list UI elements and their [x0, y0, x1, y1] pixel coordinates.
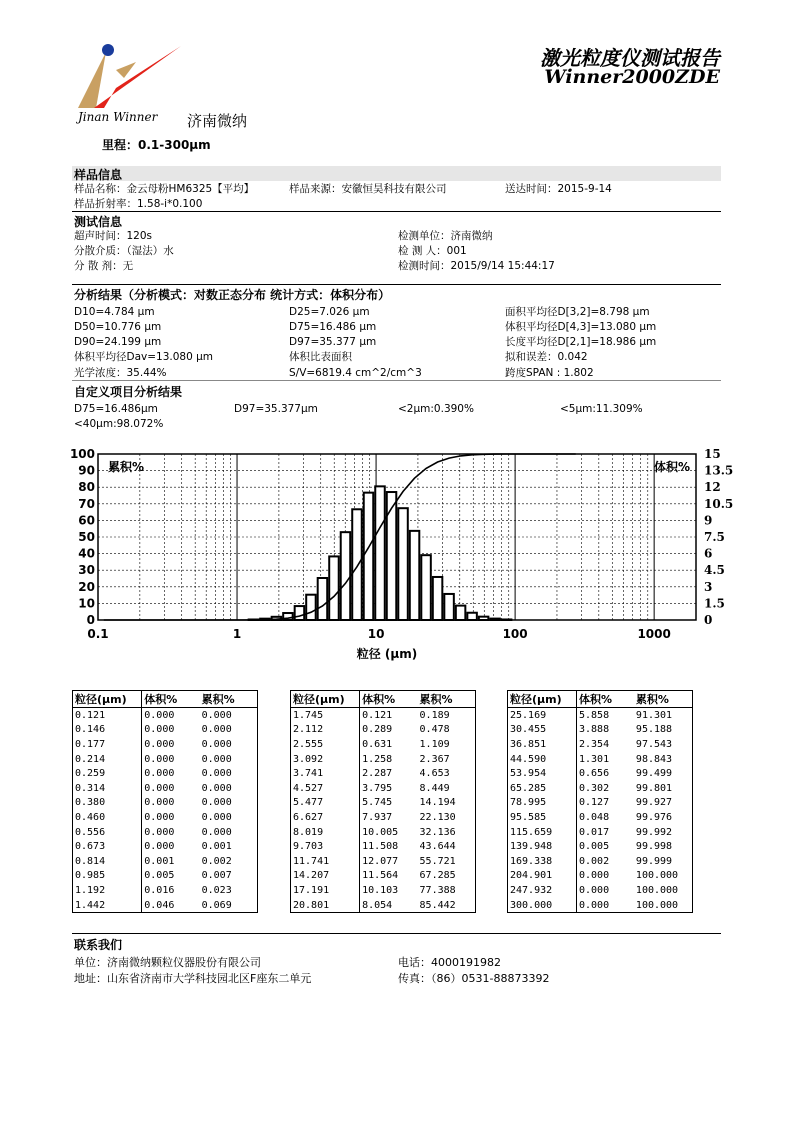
- table-cell: 53.954: [508, 766, 577, 781]
- table-cell: 5.745: [362, 797, 393, 809]
- sample-source: 样品来源：安徽恒昊科技有限公司: [289, 183, 447, 195]
- volume-bar: [352, 509, 362, 620]
- sent-time: 送达时间：2015-9-14: [505, 183, 612, 195]
- dispersion-medium: 分散介质：（湿法）水: [74, 245, 174, 257]
- left-tick-label: 80: [78, 480, 95, 495]
- divider: [72, 211, 721, 212]
- table-cell: 1.109: [419, 738, 450, 750]
- table-cell: 0.985: [73, 869, 142, 884]
- table-row: [508, 781, 693, 796]
- table-cell: 8.054: [362, 899, 393, 911]
- table-row: [73, 810, 258, 825]
- right-tick-label: 0: [704, 613, 713, 627]
- table-row: [73, 854, 258, 869]
- table-cell: 0.556: [73, 825, 142, 840]
- table-cell: 0.121: [362, 709, 393, 721]
- divider: [72, 933, 721, 934]
- table-row: [508, 810, 693, 825]
- table-cell: 0.007: [201, 870, 232, 882]
- table-cell: 0.380: [73, 796, 142, 811]
- table-cell: 1.192: [73, 883, 142, 898]
- left-tick-label: 40: [78, 546, 95, 561]
- table-row: [508, 796, 693, 811]
- table-row: [291, 898, 476, 913]
- contact-address: 地址：山东省济南市大学科技园北区F座东二单元: [74, 972, 312, 985]
- length-mean-diameter: 长度平均径D[2,1]=18.986 μm: [505, 336, 657, 348]
- table-row: [291, 854, 476, 869]
- table-cell: 11.564: [362, 870, 399, 882]
- fit-error: 拟和误差：0.042: [505, 351, 588, 363]
- table-cell: 0.000: [144, 724, 175, 736]
- company-short-name: 济南微纳: [187, 112, 248, 130]
- table-header: 体积%: [142, 691, 200, 708]
- right-tick-label: 12: [704, 480, 721, 495]
- table-cell: 0.656: [578, 768, 610, 780]
- right-tick-label: 6: [704, 546, 713, 561]
- volume-bar: [329, 556, 339, 620]
- table-cell: 100.000: [635, 899, 679, 911]
- table-row: [291, 869, 476, 884]
- table-cell: 1.258: [362, 753, 393, 765]
- table-cell: 100.000: [635, 870, 679, 882]
- d97-value: D97=35.377 μm: [289, 336, 377, 348]
- table-cell: 115.659: [508, 825, 577, 840]
- table-cell: 2.367: [419, 753, 450, 765]
- table-cell: 99.976: [635, 811, 673, 823]
- table-cell: 1.442: [73, 898, 142, 913]
- right-tick-label: 15: [704, 447, 721, 461]
- table-row: [508, 898, 693, 913]
- table-cell: 0.000: [201, 738, 232, 750]
- table-cell: 0.000: [201, 724, 232, 736]
- table-cell: 0.302: [578, 782, 610, 794]
- table-row: [73, 752, 258, 767]
- table-cell: 0.000: [201, 826, 232, 838]
- test-person: 检 测 人：001: [398, 245, 467, 257]
- table-cell: 0.000: [201, 768, 232, 780]
- table-row: [291, 781, 476, 796]
- table-cell: 0.000: [578, 884, 610, 896]
- table-cell: 0.000: [144, 826, 175, 838]
- table-cell: 0.046: [144, 899, 175, 911]
- x-tick-label: 10: [367, 627, 385, 641]
- specific-surface-label: 体积比表面积: [289, 351, 352, 363]
- table-cell: 97.543: [635, 738, 673, 750]
- table-cell: 0.460: [73, 810, 142, 825]
- x-tick-label: 1: [232, 627, 242, 641]
- table-row: [73, 839, 258, 854]
- table-cell: 77.388: [419, 884, 456, 896]
- sample-info-heading: 样品信息: [74, 168, 123, 182]
- volume-bar: [295, 606, 305, 620]
- table-cell: 22.130: [419, 811, 456, 823]
- table-cell: 6.627: [291, 810, 360, 825]
- table-cell: 0.259: [73, 766, 142, 781]
- table-cell: 99.992: [635, 826, 673, 838]
- table-row: [291, 723, 476, 738]
- table-row: [508, 854, 693, 869]
- right-tick-label: 9: [704, 513, 713, 528]
- table-cell: 44.590: [508, 752, 577, 767]
- sample-name: 样品名称：金云母粉HM6325【平均】: [74, 183, 255, 195]
- table-header: 累积%: [418, 691, 476, 708]
- measurement-range: 里程：0.1-300μm: [102, 138, 211, 152]
- table-cell: 0.146: [73, 723, 142, 738]
- table-row: [291, 883, 476, 898]
- distribution-table: [72, 690, 258, 913]
- table-header: 粒径(μm): [508, 691, 577, 708]
- left-tick-label: 100: [70, 447, 95, 461]
- table-row: [291, 752, 476, 767]
- table-cell: 85.442: [419, 899, 456, 911]
- volume-bar: [410, 531, 420, 620]
- volume-bar: [467, 613, 477, 620]
- analysis-underline: [72, 380, 721, 381]
- table-cell: 0.000: [201, 709, 232, 721]
- volume-bar: [364, 493, 374, 620]
- table-row: [508, 825, 693, 840]
- table-cell: 99.499: [635, 768, 673, 780]
- table-cell: 1.301: [578, 753, 610, 765]
- table-cell: 7.937: [362, 811, 393, 823]
- right-tick-label: 10.5: [704, 496, 734, 511]
- table-cell: 0.631: [362, 738, 393, 750]
- table-cell: 55.721: [419, 855, 456, 867]
- volume-bar: [318, 578, 328, 620]
- table-cell: 8.449: [419, 782, 450, 794]
- x-tick-label: 0.1: [87, 627, 109, 641]
- table-row: [291, 766, 476, 781]
- x-tick-label: 100: [502, 627, 528, 641]
- table-cell: 10.103: [362, 884, 399, 896]
- custom-lt5: <5μm:11.309%: [560, 403, 643, 415]
- volume-bar: [341, 532, 351, 620]
- dav-value: 体积平均径Dav=13.080 μm: [74, 351, 214, 363]
- left-tick-label: 0: [86, 613, 95, 627]
- table-cell: 4.527: [291, 781, 360, 796]
- table-cell: 3.092: [291, 752, 360, 767]
- table-cell: 95.188: [635, 724, 673, 736]
- table-row: [73, 766, 258, 781]
- right-tick-label: 7.5: [704, 530, 725, 544]
- volume-bar: [421, 555, 431, 620]
- table-row: [291, 737, 476, 752]
- table-cell: 0.000: [144, 811, 175, 823]
- contact-heading: 联系我们: [74, 938, 123, 952]
- table-cell: 0.000: [144, 753, 175, 765]
- table-row: [291, 839, 476, 854]
- table-cell: 0.000: [144, 768, 175, 780]
- table-cell: 10.005: [362, 826, 399, 838]
- d25-value: D25=7.026 μm: [289, 306, 370, 318]
- distribution-table: [507, 690, 693, 913]
- table-cell: 9.703: [291, 839, 360, 854]
- left-tick-label: 10: [78, 596, 95, 611]
- table-cell: 0.000: [201, 753, 232, 765]
- particle-size-chart: [70, 440, 740, 665]
- table-row: [291, 708, 476, 723]
- optical-concentration: 光学浓度：35.44%: [74, 367, 167, 379]
- area-mean-diameter: 面积平均径D[3,2]=8.798 μm: [505, 306, 650, 318]
- volume-bar: [433, 577, 443, 620]
- table-cell: 0.000: [144, 782, 175, 794]
- table-cell: 0.314: [73, 781, 142, 796]
- table-row: [508, 723, 693, 738]
- table-cell: 100.000: [635, 884, 679, 896]
- table-row: [73, 898, 258, 913]
- table-cell: 17.191: [291, 883, 360, 898]
- custom-heading: 自定义项目分析结果: [74, 385, 183, 399]
- custom-d75: D75=16.486μm: [74, 403, 158, 415]
- right-tick-label: 1.5: [704, 596, 725, 611]
- table-cell: 0.023: [201, 884, 232, 896]
- left-axis-label: 累积%: [108, 460, 145, 474]
- table-cell: 0.289: [362, 724, 393, 736]
- table-cell: 2.354: [578, 738, 610, 750]
- table-header: 粒径(μm): [73, 691, 142, 708]
- right-axis-label: 体积%: [653, 460, 690, 474]
- instrument-model: Winner2000ZDE: [544, 66, 720, 88]
- table-cell: 300.000: [508, 898, 577, 913]
- right-tick-label: 4.5: [704, 563, 725, 578]
- table-cell: 11.741: [291, 854, 360, 869]
- table-cell: 2.112: [291, 723, 360, 738]
- table-cell: 32.136: [419, 826, 456, 838]
- table-row: [291, 810, 476, 825]
- distribution-table: [290, 690, 476, 913]
- table-cell: 0.000: [201, 797, 232, 809]
- table-cell: 0.000: [144, 738, 175, 750]
- volume-bar: [375, 486, 385, 620]
- table-cell: 36.851: [508, 737, 577, 752]
- table-cell: 0.000: [144, 797, 175, 809]
- table-cell: 12.077: [362, 855, 399, 867]
- contact-phone: 电话：4000191982: [398, 956, 501, 969]
- table-cell: 78.995: [508, 796, 577, 811]
- volume-bar: [306, 595, 316, 620]
- custom-lt2: <2μm:0.390%: [398, 403, 474, 415]
- table-cell: 139.948: [508, 839, 577, 854]
- table-cell: 99.998: [635, 841, 673, 853]
- table-cell: 0.121: [73, 708, 142, 723]
- left-tick-label: 30: [78, 563, 95, 578]
- table-cell: 0.016: [144, 884, 175, 896]
- left-tick-label: 20: [78, 579, 95, 594]
- sample-info-bar: [72, 166, 721, 181]
- d75-value: D75=16.486 μm: [289, 321, 377, 333]
- custom-d97: D97=35.377μm: [234, 403, 318, 415]
- table-cell: 0.069: [201, 899, 232, 911]
- table-row: [508, 869, 693, 884]
- table-cell: 0.000: [201, 811, 232, 823]
- volume-bar: [387, 492, 397, 620]
- table-row: [508, 839, 693, 854]
- table-cell: 0.177: [73, 737, 142, 752]
- table-cell: 0.001: [201, 841, 232, 853]
- table-cell: 20.801: [291, 898, 360, 913]
- table-cell: 14.207: [291, 869, 360, 884]
- table-cell: 91.301: [635, 709, 673, 721]
- report-title: 激光粒度仪测试报告: [540, 46, 720, 70]
- table-cell: 0.478: [419, 724, 450, 736]
- table-cell: 3.795: [362, 782, 393, 794]
- table-cell: 95.585: [508, 810, 577, 825]
- logo-text: Jinan Winner: [78, 110, 158, 124]
- test-time: 检测时间：2015/9/14 15:44:17: [398, 260, 555, 272]
- table-cell: 0.002: [201, 855, 232, 867]
- contact-company: 单位：济南微纳颗粒仪器股份有限公司: [74, 956, 261, 969]
- table-header: 体积%: [576, 691, 633, 708]
- volume-bar: [456, 606, 466, 620]
- volume-mean-diameter: 体积平均径D[4,3]=13.080 μm: [505, 321, 657, 333]
- analysis-heading: 分析结果（分析模式：对数正态分布 统计方式：体积分布）: [74, 288, 391, 302]
- table-cell: 25.169: [508, 708, 577, 723]
- d50-value: D50=10.776 μm: [74, 321, 162, 333]
- table-cell: 0.673: [73, 839, 142, 854]
- table-cell: 247.932: [508, 883, 577, 898]
- table-cell: 11.508: [362, 841, 399, 853]
- table-header: 粒径(μm): [291, 691, 360, 708]
- table-cell: 169.338: [508, 854, 577, 869]
- table-row: [508, 708, 693, 723]
- x-axis-label: 粒径 (μm): [356, 647, 418, 661]
- table-cell: 204.901: [508, 869, 577, 884]
- contact-fax: 传真：（86）0531-88873392: [398, 972, 550, 985]
- table-cell: 0.000: [144, 709, 175, 721]
- table-cell: 14.194: [419, 797, 456, 809]
- table-header: 累积%: [200, 691, 258, 708]
- table-header: 体积%: [360, 691, 418, 708]
- table-row: [73, 781, 258, 796]
- table-row: [73, 883, 258, 898]
- table-cell: 0.000: [578, 899, 610, 911]
- table-row: [291, 825, 476, 840]
- table-row: [508, 737, 693, 752]
- table-cell: 0.127: [578, 797, 610, 809]
- table-cell: 0.001: [144, 855, 175, 867]
- table-row: [508, 883, 693, 898]
- divider: [72, 284, 721, 285]
- table-cell: 2.287: [362, 768, 393, 780]
- left-tick-label: 90: [78, 463, 95, 478]
- span-value: 跨度SPAN : 1.802: [505, 367, 594, 379]
- table-cell: 43.644: [419, 841, 456, 853]
- table-row: [73, 708, 258, 723]
- table-cell: 8.019: [291, 825, 360, 840]
- table-cell: 0.005: [578, 841, 610, 853]
- table-row: [73, 723, 258, 738]
- test-unit: 检测单位：济南微纳: [398, 230, 493, 242]
- company-logo: [76, 40, 191, 110]
- table-cell: 2.555: [291, 737, 360, 752]
- table-cell: 67.285: [419, 870, 456, 882]
- table-cell: 3.741: [291, 766, 360, 781]
- table-cell: 0.000: [144, 841, 175, 853]
- volume-bar: [444, 594, 454, 620]
- table-cell: 0.002: [578, 855, 610, 867]
- table-row: [291, 796, 476, 811]
- volume-bar: [398, 508, 408, 620]
- table-cell: 99.927: [635, 797, 673, 809]
- table-cell: 5.858: [578, 709, 610, 721]
- table-row: [73, 825, 258, 840]
- table-row: [73, 796, 258, 811]
- table-row: [73, 737, 258, 752]
- table-cell: 0.214: [73, 752, 142, 767]
- table-row: [73, 869, 258, 884]
- table-cell: 0.017: [578, 826, 610, 838]
- specific-surface-value: S/V=6819.4 cm^2/cm^3: [289, 367, 422, 379]
- table-cell: 0.005: [144, 870, 175, 882]
- refractive-index: 样品折射率：1.58-i*0.100: [74, 198, 203, 210]
- table-row: [508, 752, 693, 767]
- table-cell: 3.888: [578, 724, 610, 736]
- table-cell: 98.843: [635, 753, 673, 765]
- left-tick-label: 60: [78, 513, 95, 528]
- table-cell: 0.000: [201, 782, 232, 794]
- left-tick-label: 50: [78, 530, 95, 544]
- table-cell: 0.189: [419, 709, 450, 721]
- table-cell: 0.048: [578, 811, 610, 823]
- custom-lt40: <40μm:98.072%: [74, 418, 164, 430]
- table-cell: 99.801: [635, 782, 673, 794]
- table-cell: 99.999: [635, 855, 673, 867]
- table-cell: 4.653: [419, 768, 450, 780]
- table-cell: 65.285: [508, 781, 577, 796]
- test-info-heading: 测试信息: [74, 215, 123, 229]
- right-tick-label: 3: [704, 579, 713, 594]
- left-tick-label: 70: [78, 496, 95, 511]
- table-cell: 0.814: [73, 854, 142, 869]
- table-cell: 5.477: [291, 796, 360, 811]
- right-tick-label: 13.5: [704, 463, 734, 478]
- table-row: [508, 766, 693, 781]
- table-header: 累积%: [634, 691, 693, 708]
- dispersant: 分 散 剂：无: [74, 260, 134, 272]
- table-cell: 1.745: [291, 708, 360, 723]
- d10-value: D10=4.784 μm: [74, 306, 155, 318]
- table-cell: 30.455: [508, 723, 577, 738]
- ultrasonic-time: 超声时间：120s: [74, 230, 153, 242]
- d90-value: D90=24.199 μm: [74, 336, 162, 348]
- x-tick-label: 1000: [637, 627, 671, 641]
- table-cell: 0.000: [578, 870, 610, 882]
